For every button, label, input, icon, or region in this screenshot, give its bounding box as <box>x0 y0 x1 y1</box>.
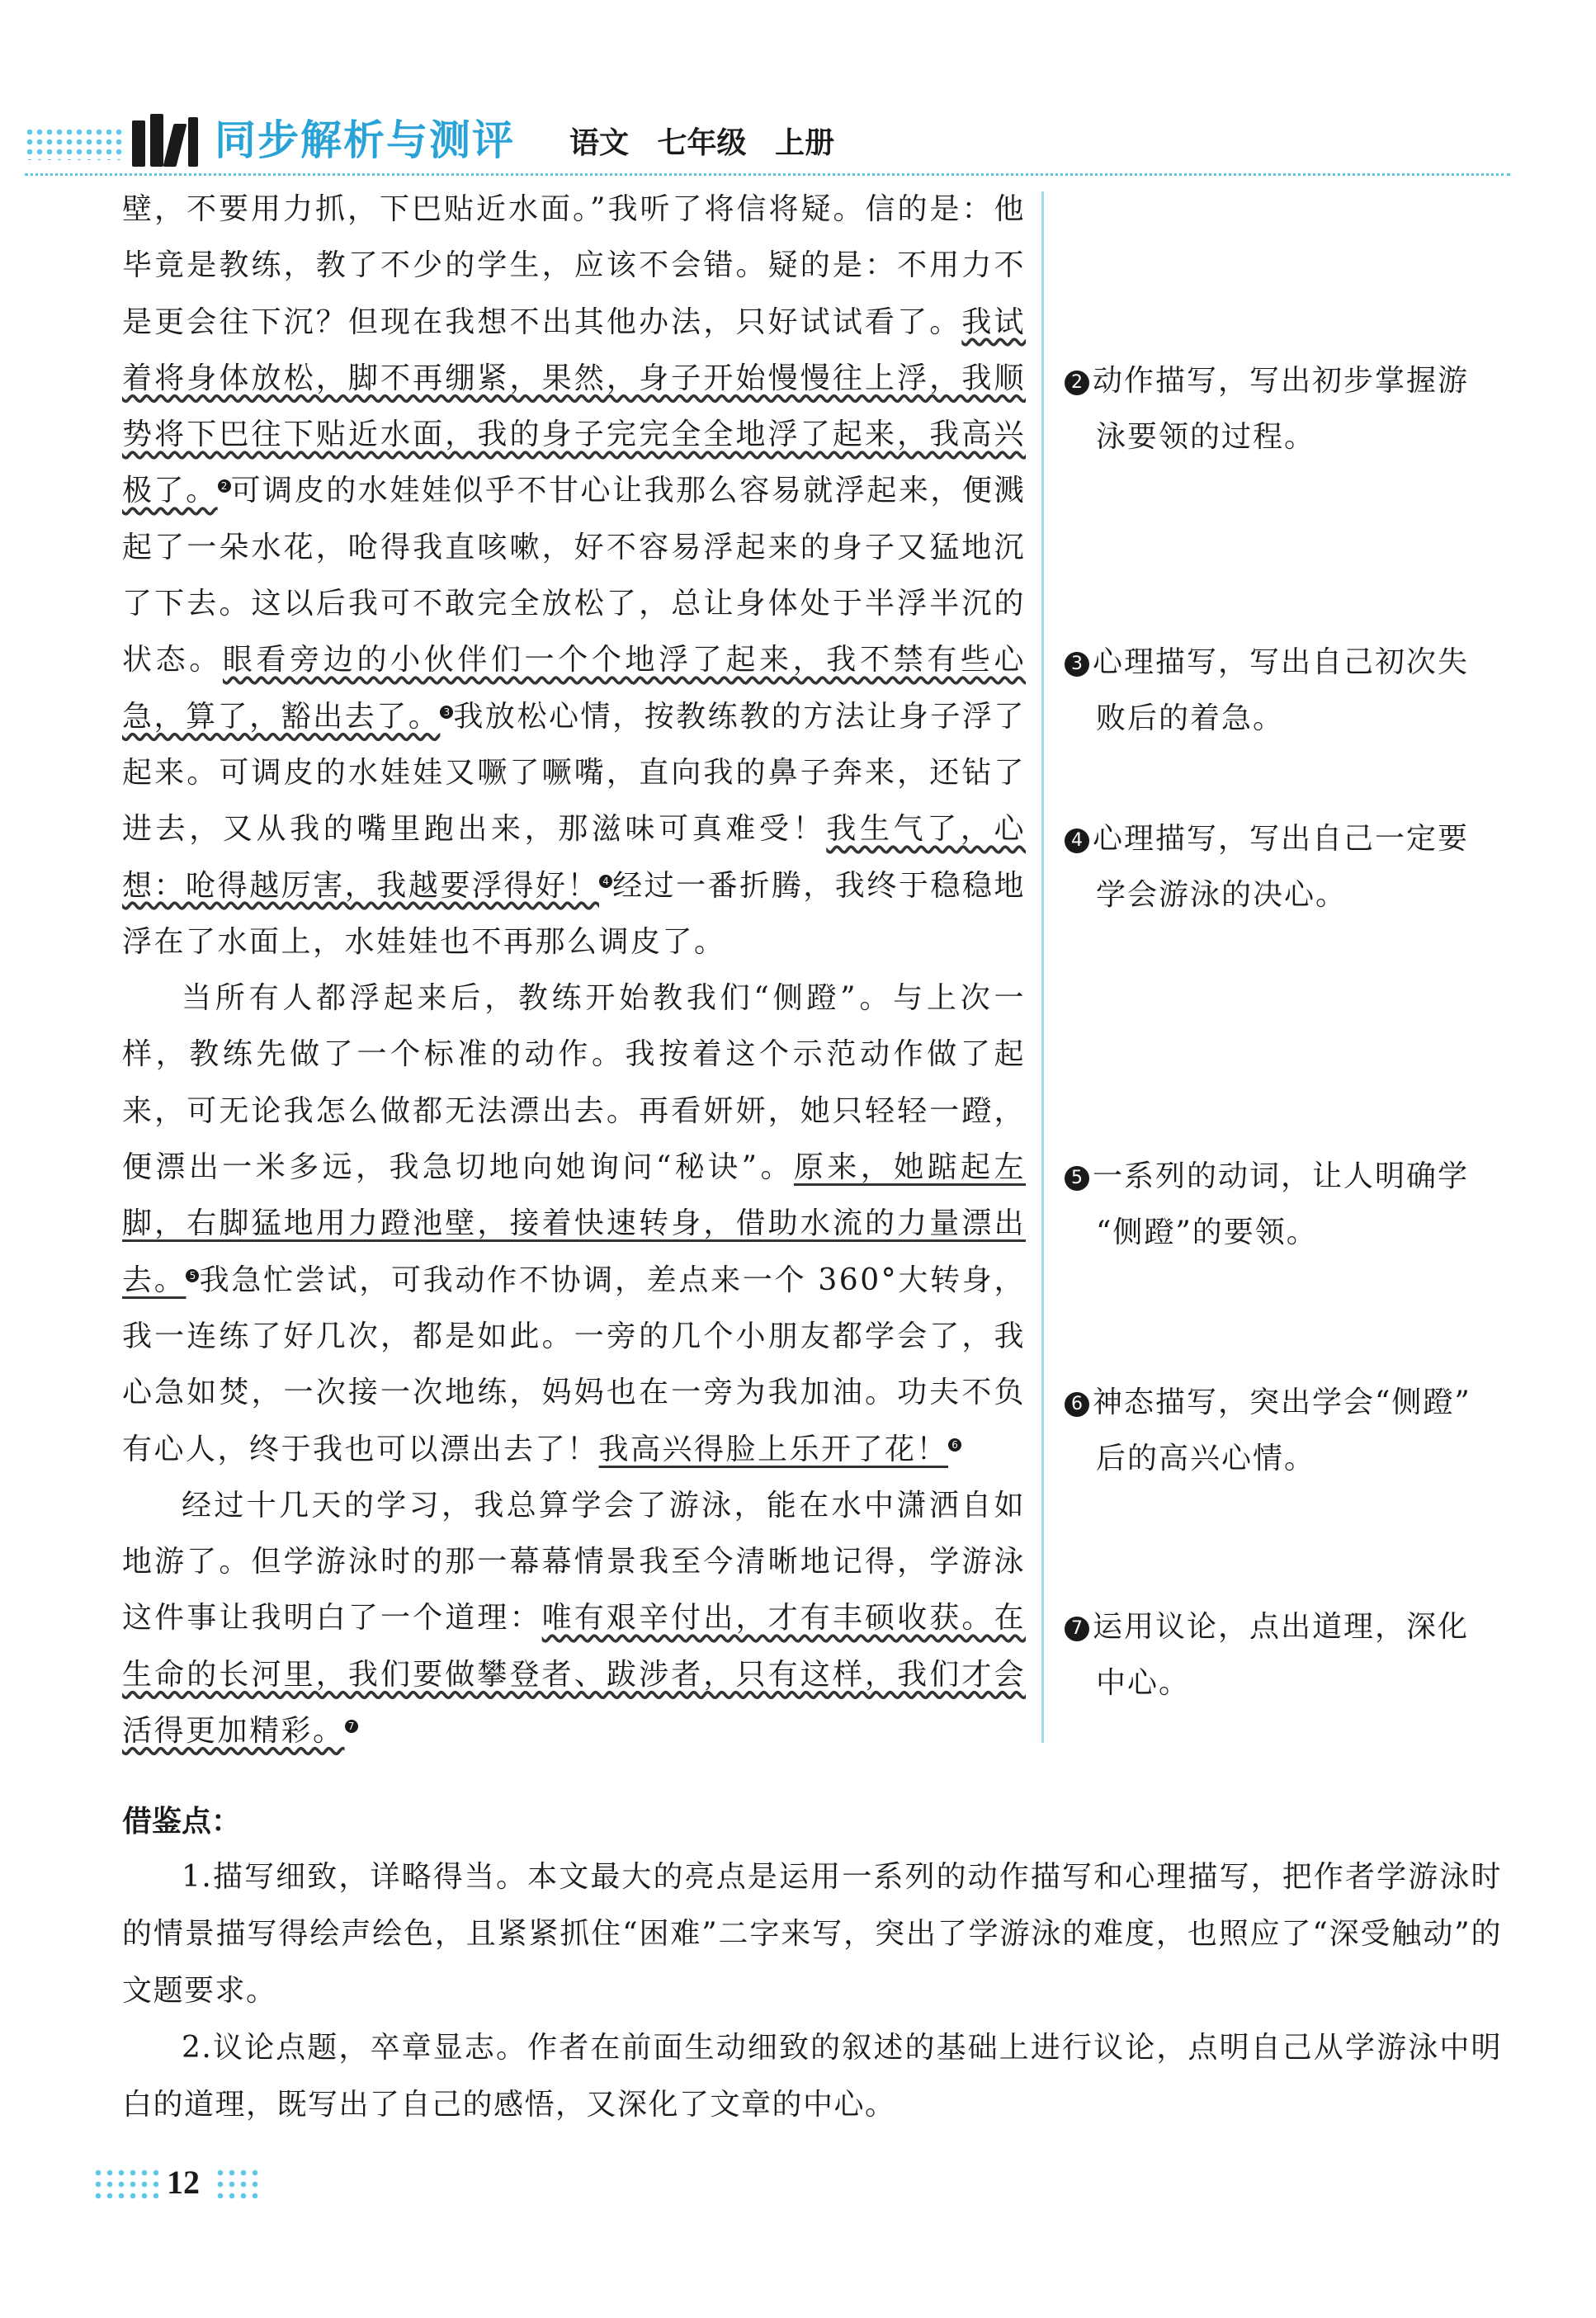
article-body <box>122 182 1026 1759</box>
takeaway-point: 1.描写细致，详略得当。本文最大的亮点是运用一系列的动作描写和心理描写，把作者学游泳时的情景描写得绘声绘色，且紧紧抓住“困难”二字来写，突出了学游泳的难度，也照应了“深受触动”的文题要求。 <box>122 1860 1502 2008</box>
wavy-underline: 我试着将身体放松，脚不再绷紧，果然，身子开始慢慢往上浮，我顺势将下巴往下贴近水面，我的身子完完全全地浮了起来，我高兴极了。 <box>122 305 1026 508</box>
series-title: 同步解析与测评 <box>215 116 515 164</box>
wavy-underline: 唯有艰辛付出，才有丰硕收获。在生命的长河里，我们要做攀登者、跋涉者，只有这样，我们才会活得更加精彩。 <box>122 1601 1026 1749</box>
books-logo-icon <box>132 114 206 167</box>
footnote-marker: 6 <box>948 1438 961 1452</box>
note-number: 4 <box>1065 829 1089 853</box>
wavy-underline: 眼看旁边的小伙伴们一个个地浮了起来，我不禁有些心急，算了，豁出去了。 <box>122 643 1026 734</box>
margin-note: 2 动作描写，写出初步掌握游 泳要领的过程。 <box>1065 353 1527 465</box>
footnote-marker: 5 <box>186 1269 199 1282</box>
dots-decoration <box>92 2167 158 2200</box>
paragraph: 当所有人都浮起来后，教练开始教我们“侧蹬”。与上次一样，教练先做了一个标准的动作。我按着这个示范动作做了起来，可无论我怎么做都无法漂出去。再看妍妍，她只轻轻一蹬，便漂出一米多远，我急切地向她询问“秘诀”。原来，她踮起左脚，右脚猛地用力蹬池壁，接着快速转身，借助水流的力量漂出去。 5 我急忙尝试，可我动作不协调，差点来一个 360°大转身，我一连练了好几次，都是如此。一旁的几个小朋友都学会了，我心急如焚，一次接一次地练，妈妈也在一旁为我加油。功夫不负有心人，终于我也可以漂出去了！我高兴得脸上乐开了花！ 6 <box>122 981 1026 1466</box>
margin-note: 4 心理描写，写出自己一定要 学会游泳的决心。 <box>1065 811 1527 923</box>
takeaways-body <box>122 1848 1502 2133</box>
paragraph: 经过十几天的学习，我总算学会了游泳，能在水中潇洒自如地游了。但学游泳时的那一幕幕情景我至今清晰地记得，学游泳这件事让我明白了一个道理：唯有艰辛付出，才有丰硕收获。在生命的长河里，我们要做攀登者、跋涉者，只有这样，我们才会活得更加精彩。 7 <box>122 1488 1026 1749</box>
note-number: 6 <box>1065 1392 1089 1417</box>
dots-decoration <box>215 2167 261 2200</box>
page-number: 12 <box>167 2164 200 2201</box>
takeaway-point: 2.议论点题，卒章显志。作者在前面生动细致的叙述的基础上进行议论，点明自己从学游泳中明白的道理，既写出了自己的感悟，又深化了文章的中心。 <box>122 2031 1502 2122</box>
wavy-underline: 我生气了，心想：呛得越厉害，我越要浮得好！ <box>122 812 1026 903</box>
margin-note: 6 神态描写，突出学会“侧蹬” 后的高兴心情。 <box>1065 1375 1527 1487</box>
footnote-marker: 4 <box>599 875 612 888</box>
note-number: 2 <box>1065 371 1089 395</box>
footnote-marker: 7 <box>345 1720 358 1733</box>
note-number: 7 <box>1065 1617 1089 1641</box>
footnote-marker: 2 <box>218 479 231 493</box>
takeaways-heading: 借鉴点： <box>122 1805 242 1839</box>
paragraph: 壁，不要用力抓，下巴贴近水面。”我听了将信将疑。信的是：他毕竟是教练，教了不少的学生，应该不会错。疑的是：不用力不是更会往下沉？但现在我想不出其他办法，只好试试看了。我试着将身体放松，脚不再绷紧，果然，身子开始慢慢往上浮，我顺势将下巴往下贴近水面，我的身子完完全全地浮了起来，我高兴极了。 2 可调皮的水娃娃似乎不甘心让我那么容易就浮起来，便溅起了一朵水花，呛得我直咳嗽，好不容易浮起来的身子又猛地沉了下去。这以后我可不敢完全放松了，总让身体处于半浮半沉的状态。眼看旁边的小伙伴们一个个地浮了起来，我不禁有些心急，算了，豁出去了。 3 我放松心情，按教练教的方法让身子浮了起来。可调皮的水娃娃又噘了噘嘴，直向我的鼻子奔来，还钻了进去，又从我的嘴里跑出来，那滋味可真难受！我生气了，心想：呛得越厉害，我越要浮得好！ 4 经过一番折腾，我终于稳稳地浮在了水面上，水娃娃也不再那么调皮了。 <box>122 192 1026 959</box>
underline: 我高兴得脸上乐开了花！ <box>598 1432 949 1466</box>
subject-grade: 语文 七年级 上册 <box>569 126 835 160</box>
margin-note: 3 心理描写，写出自己初次失 败后的着急。 <box>1065 635 1527 747</box>
footnote-marker: 3 <box>440 706 453 719</box>
note-number: 3 <box>1065 652 1089 677</box>
margin-note: 7 运用议论，点出道理，深化 中心。 <box>1065 1599 1527 1711</box>
margin-divider <box>1041 191 1044 1743</box>
header-divider <box>25 173 1510 176</box>
page-header <box>25 114 1560 172</box>
note-number: 5 <box>1065 1166 1089 1191</box>
underline: 原来，她踮起左脚，右脚猛地用力蹬池壁，接着快速转身，借助水流的力量漂出去。 <box>122 1150 1026 1297</box>
dots-decoration <box>25 127 124 160</box>
page-footer <box>92 2162 274 2203</box>
margin-note: 5 一系列的动词，让人明确学 “侧蹬”的要领。 <box>1065 1149 1527 1261</box>
